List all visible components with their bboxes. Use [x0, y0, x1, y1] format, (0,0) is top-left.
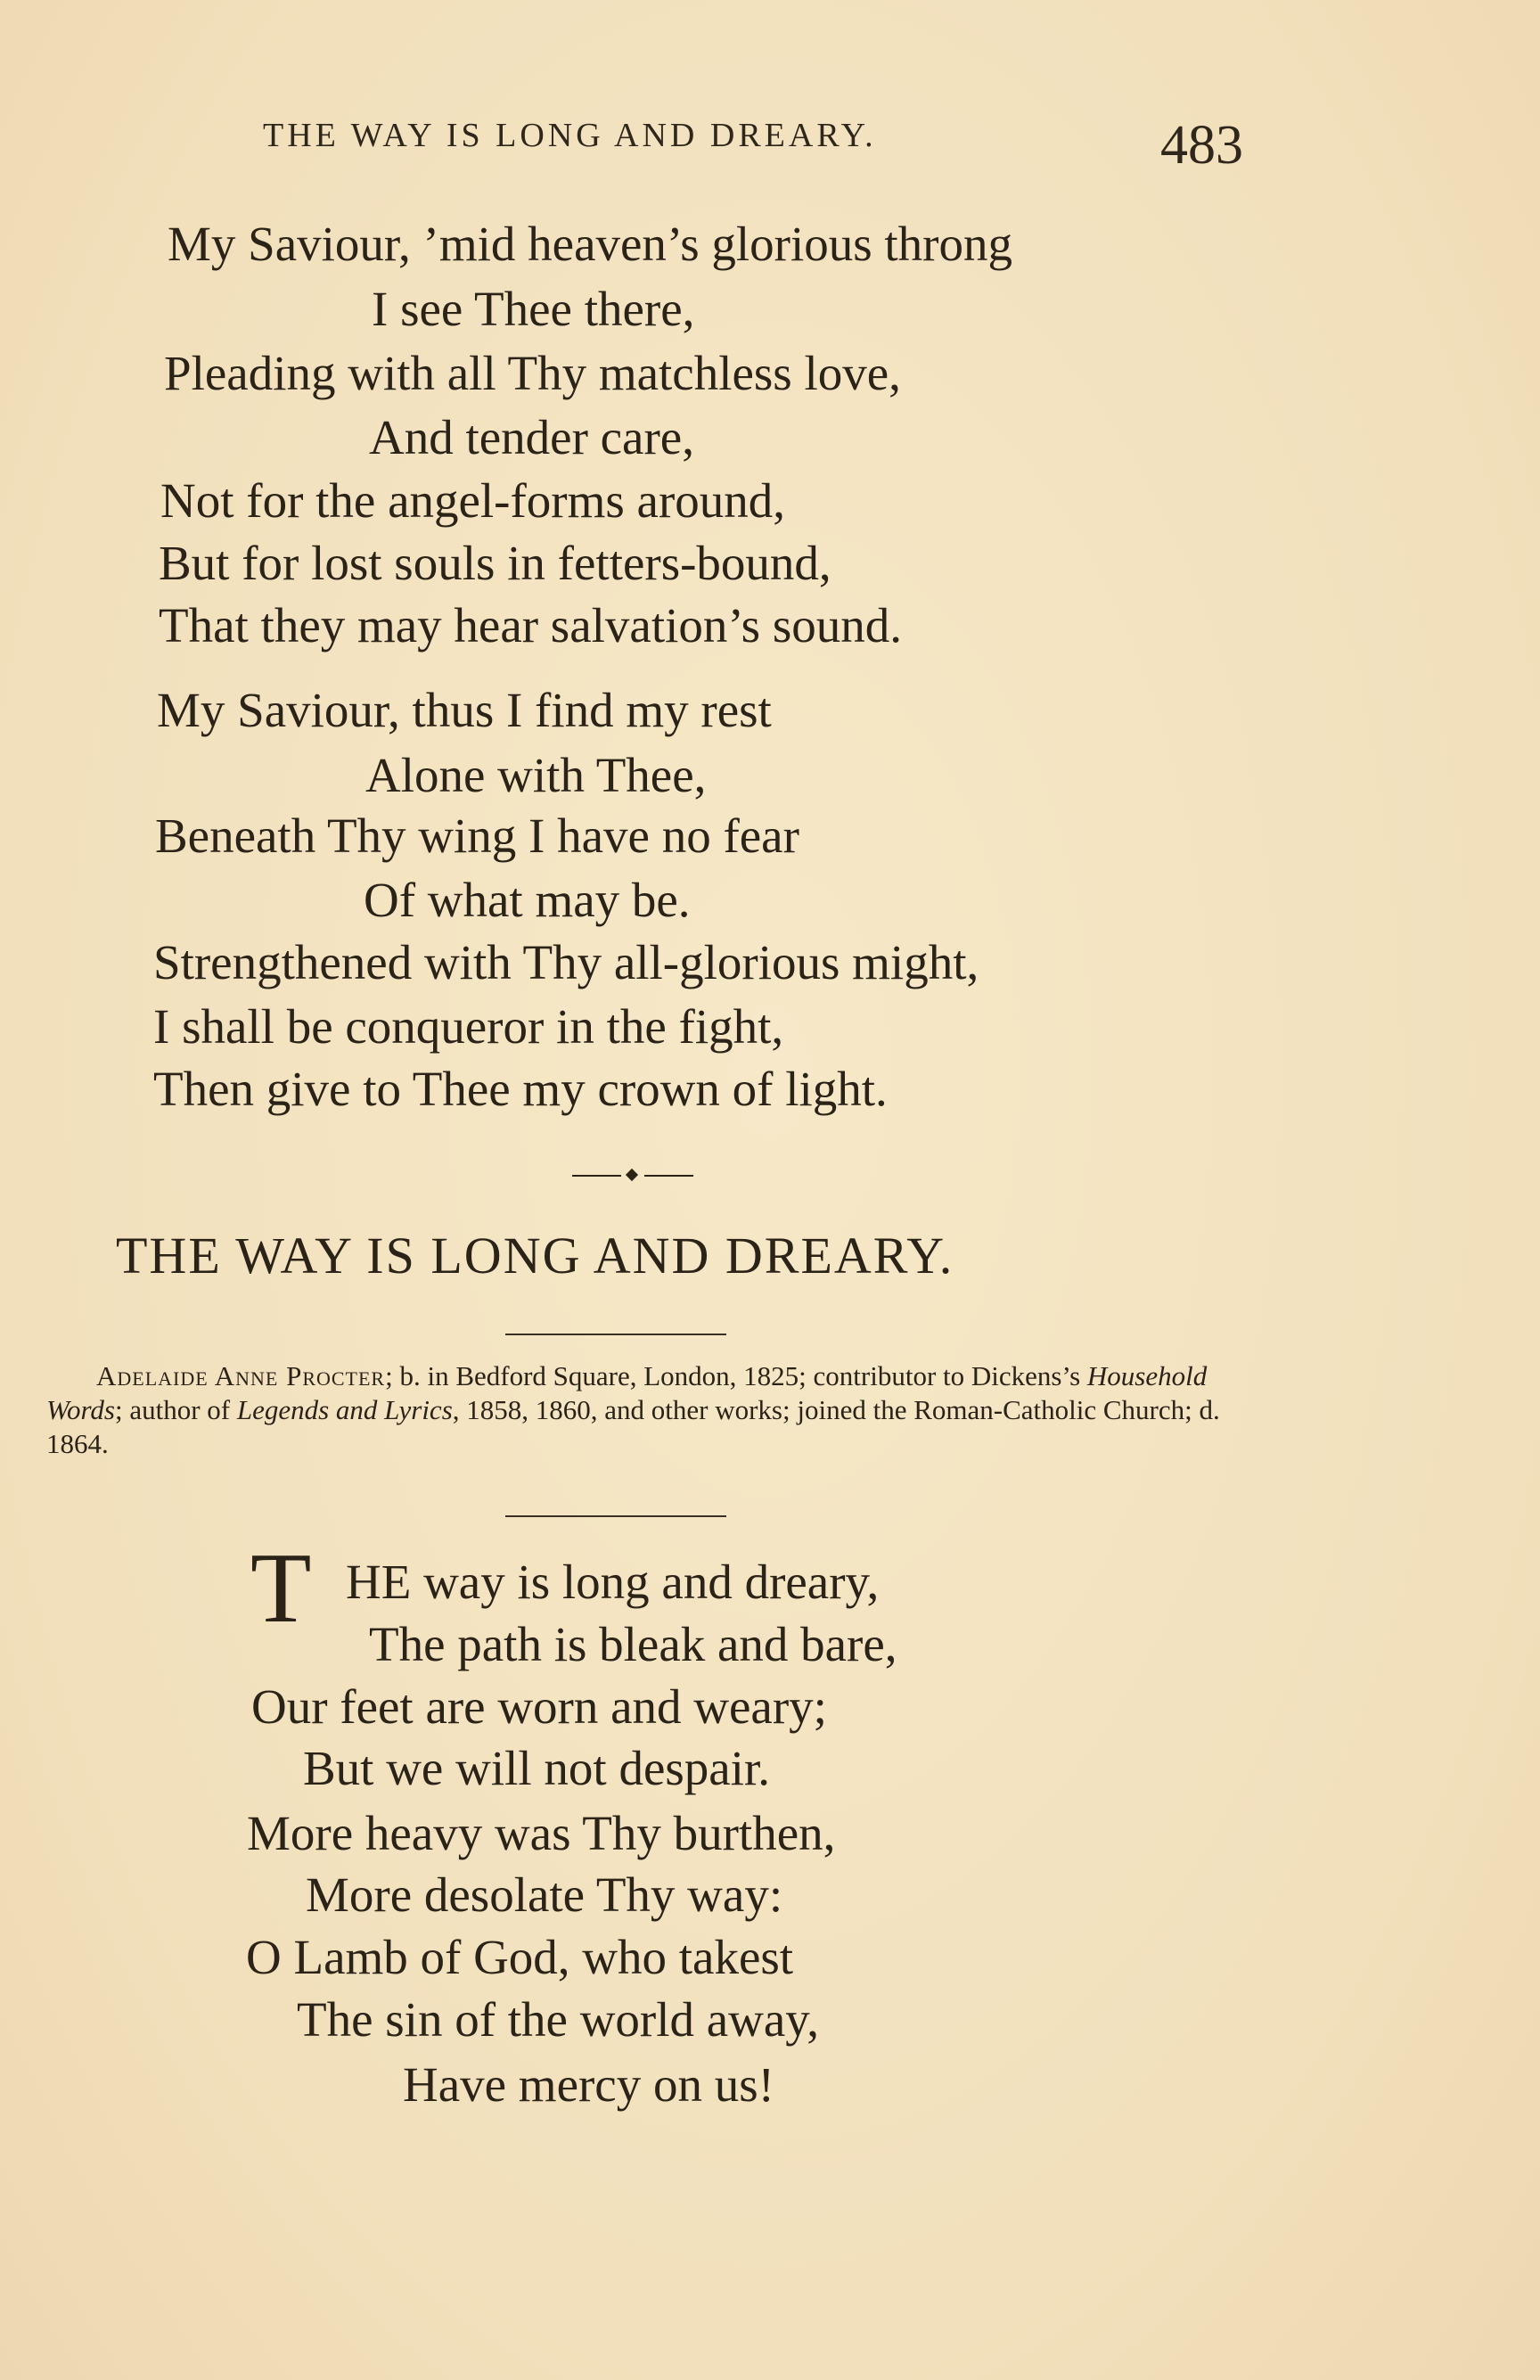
verse-line: Not for the angel-forms around, [160, 473, 786, 528]
verse-line: But for lost souls in fetters-bound, [159, 536, 831, 590]
page-number: 483 [1160, 115, 1243, 176]
verse-line: Strengthened with Thy all-glorious might, [153, 935, 979, 989]
verse-line: Pleading with all Thy matchless love, [164, 346, 901, 400]
verse-line: O Lamb of God, who takest [246, 1930, 794, 1984]
bio-text: ; b. in Bedford Square, London, 1825; contributor to Dickens’s [385, 1360, 1087, 1391]
verse-line: My Saviour, thus I find my rest [157, 683, 772, 737]
verse-line: And tender care, [369, 410, 694, 464]
verse-line: My Saviour, ’mid heaven’s glorious throng [168, 217, 1012, 271]
verse-line: HE way is long and dreary, [346, 1555, 880, 1609]
verse-line: Alone with Thee, [365, 748, 707, 802]
verse-line: Our feet are worn and weary; [251, 1679, 827, 1734]
author-biography [46, 1359, 1232, 1461]
verse-line: Then give to Thee my crown of light. [153, 1062, 888, 1116]
author-name: Adelaide Anne Procter [96, 1360, 386, 1391]
bio-text: ; author of [114, 1394, 237, 1425]
running-head: THE WAY IS LONG AND DREARY. [263, 117, 877, 154]
verse-line: I shall be conqueror in the fight, [153, 999, 784, 1054]
verse-line: That they may hear salvation’s sound. [159, 598, 902, 652]
verse-line: I see Thee there, [372, 282, 695, 336]
journal-title: Household Words [46, 1360, 1208, 1425]
verse-line: But we will not despair. [303, 1741, 770, 1795]
title-divider [505, 1334, 726, 1335]
book-title: Legends and Lyrics [236, 1394, 453, 1425]
bio-divider [505, 1515, 726, 1517]
verse-line: Of what may be. [364, 873, 691, 927]
section-ornament [572, 1173, 693, 1178]
verse-line: More heavy was Thy burthen, [247, 1806, 836, 1860]
poem-title: THE WAY IS LONG AND DREARY. [116, 1227, 954, 1284]
verse-line: Beneath Thy wing I have no fear [155, 808, 799, 863]
drop-cap: T [250, 1533, 312, 1644]
verse-line: More desolate Thy way: [306, 1867, 783, 1922]
bio-text: , 1858, 1860, and other works; joined the Roman-Catholic Church; d. 1864. [46, 1394, 1220, 1459]
verse-line: The path is bleak and bare, [369, 1617, 897, 1671]
verse-line: The sin of the world away, [297, 1992, 819, 2047]
verse-line: Have mercy on us! [403, 2057, 774, 2112]
